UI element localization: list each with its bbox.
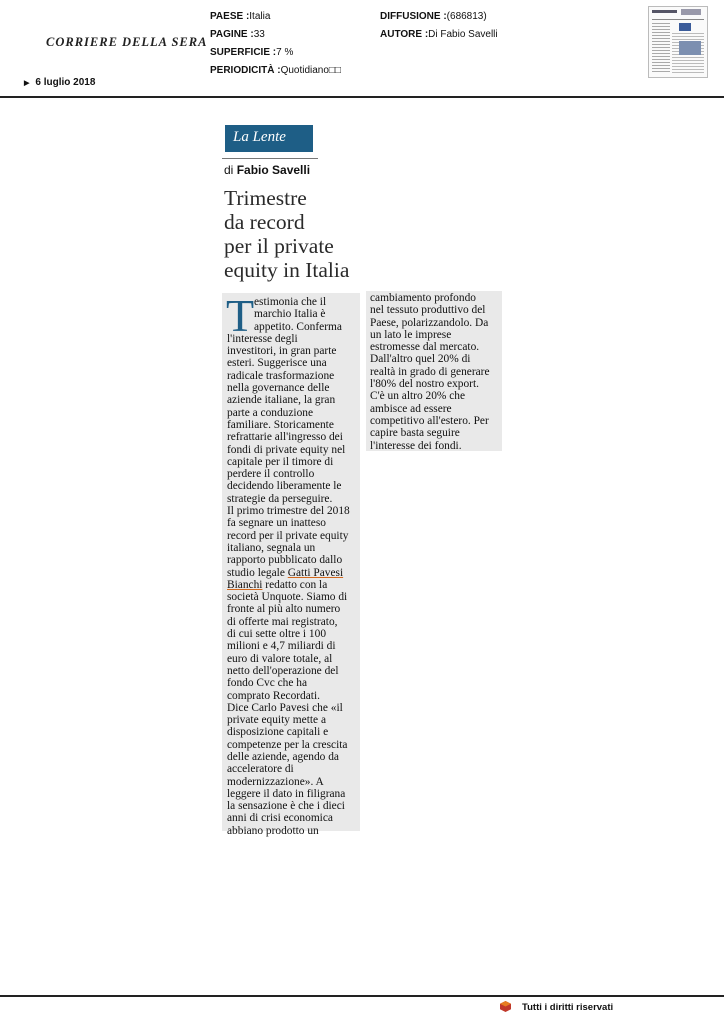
meta-autore: AUTORE :Di Fabio Savelli [380, 29, 498, 40]
text-line: private equity mette a [227, 714, 326, 727]
footer-divider [0, 995, 724, 997]
text-line: familiare. Storicamente [227, 418, 334, 431]
text-line: investitori, in gran parte [227, 345, 337, 358]
text-line: C'è un altro 20% che [370, 390, 466, 403]
byline: di Fabio Savelli [224, 163, 311, 177]
text-line: fondo Cvc che ha [227, 677, 308, 690]
text-line: Il primo trimestre del 2018 [227, 505, 350, 518]
text-line: radicale trasformazione [227, 369, 335, 382]
text-line: competenze per la crescita [227, 738, 348, 751]
text-line: cambiamento profondo [370, 292, 476, 304]
text-line: marchio Italia è [254, 308, 326, 321]
text-line: di offerte mai registrato, [227, 615, 338, 628]
text-line: l'interesse dei fondi. [370, 439, 462, 452]
meta-paese: PAESE :Italia [210, 11, 271, 22]
text-line: milioni e 4,7 miliardi di [227, 640, 336, 653]
rights-notice: Tutti i diritti riservati [522, 1002, 614, 1013]
text-line: studio legale Gatti Pavesi [227, 566, 344, 579]
meta-pagine: PAGINE :33 [210, 29, 265, 40]
text-line: di cui sette oltre i 100 [227, 628, 327, 641]
text-line: acceleratore di [227, 763, 294, 776]
headline-line: equity in Italia [224, 258, 350, 282]
text-line: realtà in grado di generare [370, 365, 490, 378]
text-line: record per il private equity [227, 529, 349, 542]
text-line: abbiano prodotto un [227, 824, 319, 837]
text-line: ambisce ad essere [370, 402, 452, 415]
text-line: estromesse dal mercato. [370, 341, 480, 354]
text-line: anni di crisi economica [227, 812, 333, 825]
text-line: euro di valore totale, al [227, 652, 333, 665]
meta-superficie: SUPERFICIE :7 % [210, 47, 294, 58]
text-line: Bianchi redatto con la [227, 578, 328, 591]
page-thumbnail [648, 6, 708, 78]
text-line: modernizzazione». A [227, 775, 324, 788]
drop-cap: T [226, 290, 255, 341]
text-line: strategie da perseguire. [227, 492, 333, 505]
text-line: fondi di private equity nel [227, 443, 346, 456]
text-line: nella governance delle [227, 382, 330, 395]
headline-line: da record [224, 210, 305, 234]
headline-line: per il private [224, 234, 334, 258]
text-line: estimonia che il [254, 296, 327, 308]
text-line: competitivo all'estero. Per [370, 414, 489, 427]
meta-diffusione: DIFFUSIONE :(686813) [380, 11, 487, 22]
text-line: un lato le imprese [370, 328, 452, 341]
headline-line: Trimestre [224, 186, 307, 210]
text-line: decidendo liberamente le [227, 480, 342, 493]
text-line: Paese, polarizzandolo. Da [370, 316, 489, 329]
text-line: esteri. Suggerisce una [227, 357, 327, 370]
meta-left [210, 8, 341, 80]
text-line: perdere il controllo [227, 468, 315, 481]
text-line: leggere il dato in filigrana [227, 787, 346, 800]
text-line: parte a conduzione [227, 406, 314, 419]
headline [224, 186, 374, 282]
meta-periodicita: PERIODICITÀ :Quotidiano□□ [210, 65, 342, 76]
text-line: disposizione capitali e [227, 726, 329, 739]
text-line: delle aziende, agendo da [227, 750, 339, 763]
text-line: capire basta seguire [370, 427, 460, 440]
article-column-2 [366, 291, 502, 451]
text-line: capitale per il timore di [227, 455, 334, 468]
text-line: comprato Recordati. [227, 689, 320, 702]
text-line: fa segnare un inatteso [227, 517, 326, 530]
law-firm-name: Bianchi [227, 578, 263, 591]
text-line: aziende italiane, la gran [227, 394, 336, 407]
law-firm-name: Gatti Pavesi [287, 566, 344, 579]
text-line: l'80% del nostro export. [370, 378, 479, 391]
text-line: l'interesse degli [227, 332, 298, 345]
publisher-logo-icon [500, 1001, 511, 1012]
text-line: fronte al più alto numero [227, 603, 341, 616]
text-line: Dall'altro quel 20% di [370, 353, 471, 366]
text-line: nel tessuto produttivo del [370, 304, 486, 317]
header-divider [0, 96, 724, 98]
text-line: la sensazione è che i dieci [227, 800, 345, 813]
text-line: rapporto pubblicato dallo [227, 554, 343, 567]
byline-divider [222, 158, 318, 159]
meta-right [380, 8, 498, 44]
text-line: refrattarie all'ingresso dei [227, 431, 343, 444]
text-line: netto dell'operazione del [227, 664, 339, 677]
author-name: Fabio Savelli [236, 163, 311, 177]
text-line: società Unquote. Siamo di [227, 591, 348, 604]
article-column-1 [222, 290, 360, 837]
text-line: Dice Carlo Pavesi che «il [227, 701, 343, 714]
text-line: appetito. Conferma [254, 320, 342, 333]
newspaper-masthead: CORRIERE DELLA SERA [46, 35, 208, 49]
section-label: La Lente [233, 129, 286, 145]
arrow-icon: ▶ [24, 80, 30, 87]
publication-date: ▶ 6 luglio 2018 [24, 77, 96, 88]
text-line: italiano, segnala un [227, 541, 316, 554]
